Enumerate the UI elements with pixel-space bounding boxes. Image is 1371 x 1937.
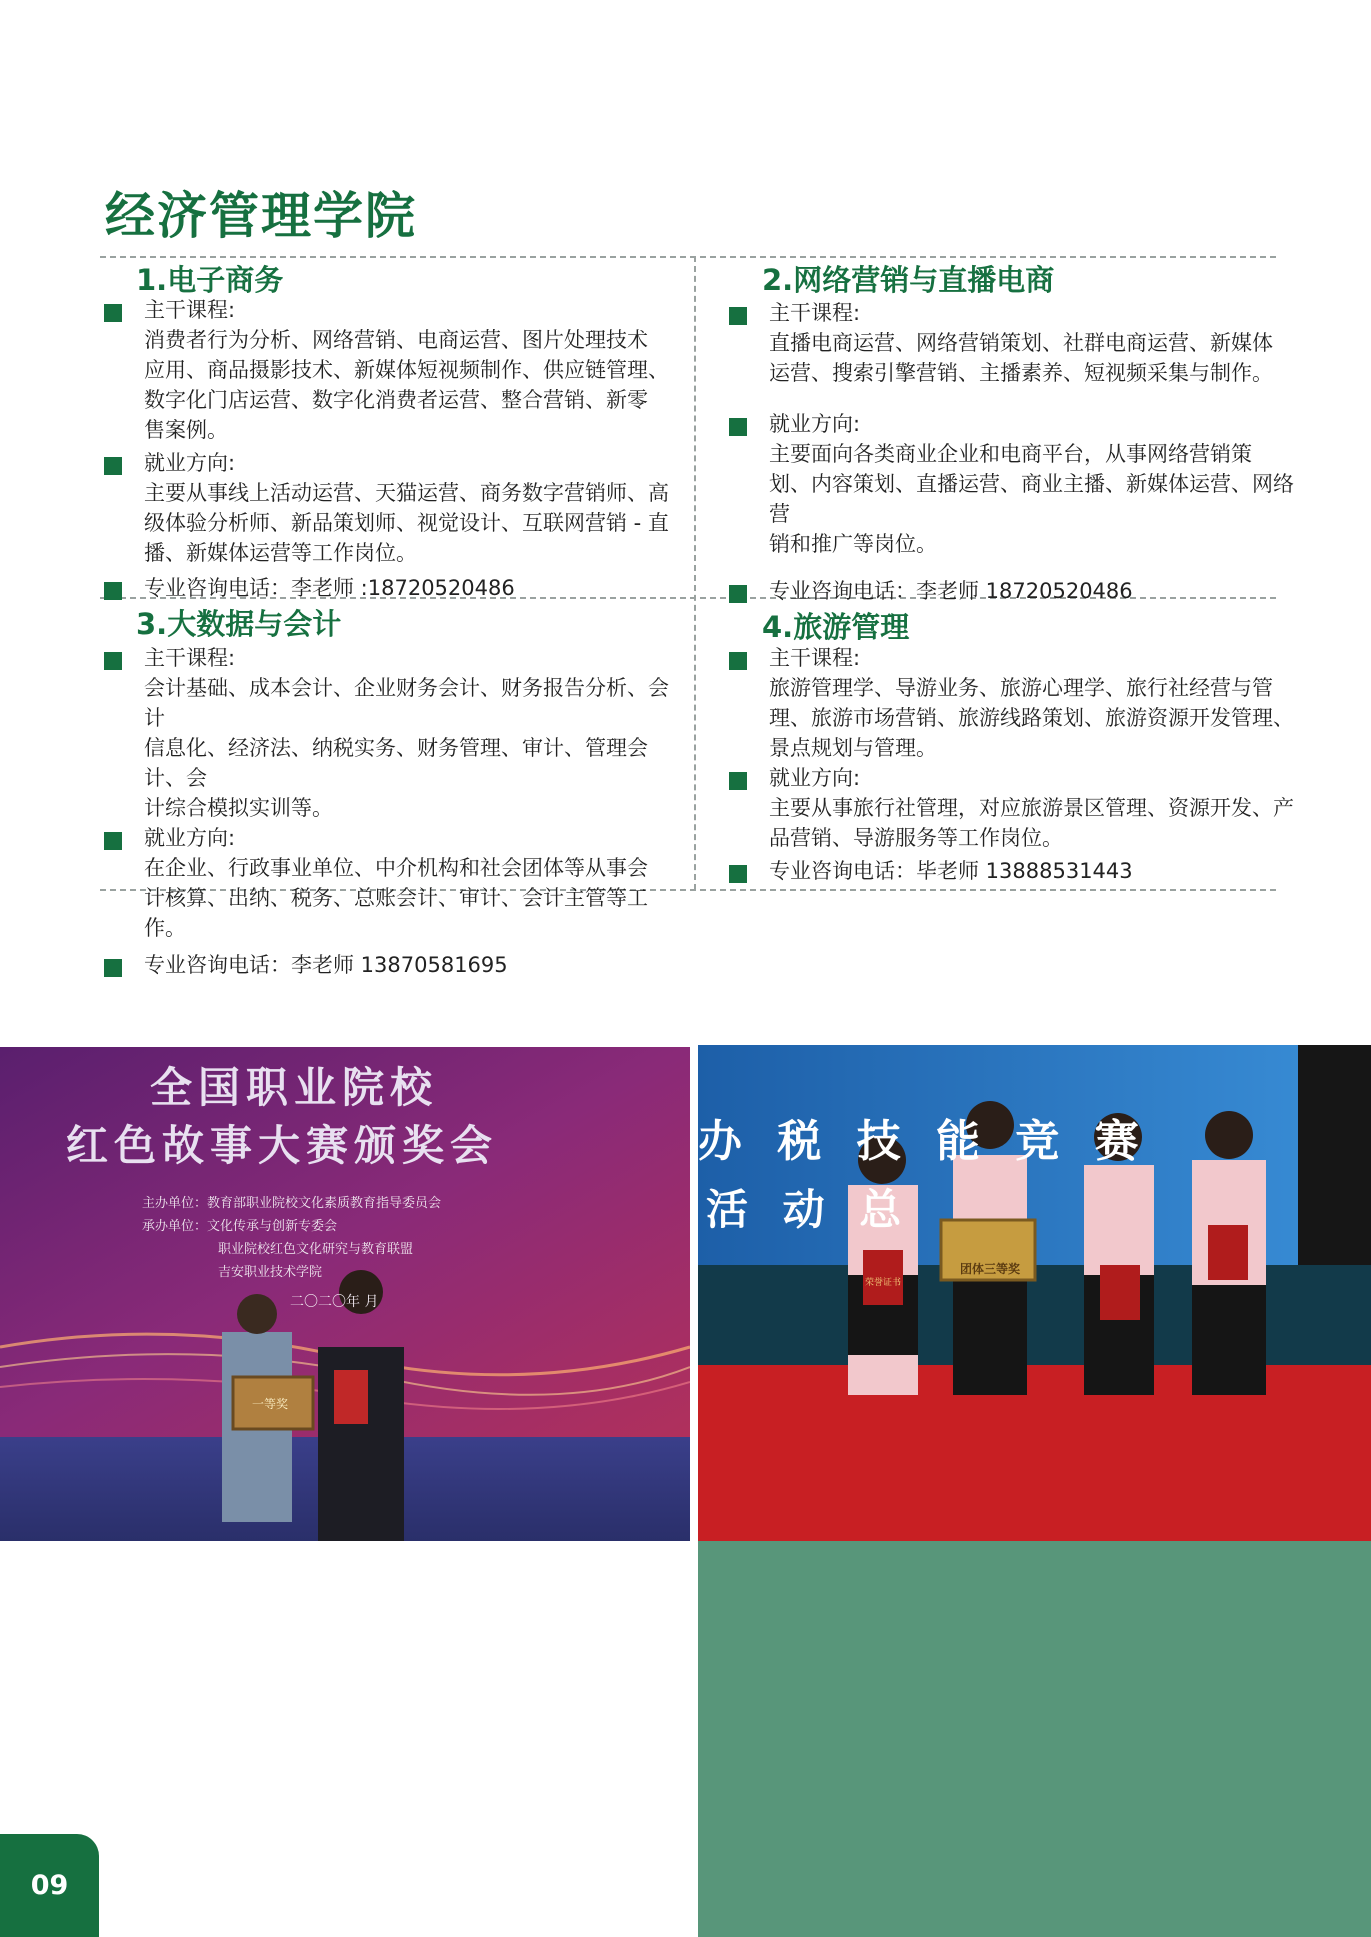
bullet-icon <box>104 832 122 850</box>
bullet-icon <box>729 772 747 790</box>
career-text: 主要从事线上活动运营、天猫运营、商务数字营销师、高 级体验分析师、新品策划师、视觉设计、互联网营销 - 直 播、新媒体运营等工作岗位。 <box>144 481 669 565</box>
bullet-icon <box>729 865 747 883</box>
career-label: 就业方向: <box>144 451 236 475</box>
career-label: 就业方向: <box>769 412 861 436</box>
photo-tax-competition <box>698 1045 1371 1541</box>
career-label: 就业方向: <box>144 826 236 850</box>
banner-host: 承办单位：文化传承与创新专委会 <box>142 1219 338 1234</box>
career-label: 就业方向: <box>769 766 861 790</box>
certificate-text: 荣誉证书 <box>865 1278 902 1288</box>
page-number: 09 <box>0 1834 99 1937</box>
courses-text: 旅游管理学、导游业务、旅游心理学、旅行社经营与管 理、旅游市场营销、旅游线路策划、旅游资源开发管理、 景点规划与管理。 <box>769 676 1294 760</box>
banner-subheadline: 红色故事大赛颁奖会 <box>66 1121 499 1170</box>
contact-text: 专业咨询电话：李老师 18720520486 <box>769 579 1133 603</box>
courses-label: 主干课程: <box>144 298 236 322</box>
photo-award-ceremony <box>0 1047 690 1541</box>
green-panel <box>698 1541 1371 1937</box>
contact-text: 专业咨询电话：李老师 13870581695 <box>144 953 508 977</box>
contact-text: 专业咨询电话：毕老师 13888531443 <box>769 859 1133 883</box>
section-title-live-ecommerce: 2.网络营销与直播电商 <box>762 263 1055 297</box>
bullet-icon <box>729 418 747 436</box>
bullet-icon <box>729 307 747 325</box>
section-tourism <box>769 643 1309 886</box>
banner-summary: 活 动 总 <box>706 1185 912 1234</box>
banner-competition: 办 税 技 能 竞 赛 <box>698 1116 1149 1167</box>
courses-label: 主干课程: <box>769 301 861 325</box>
courses-text: 会计基础、成本会计、企业财务会计、财务报告分析、会计 信息化、经济法、纳税实务、财务管理、审计、管理会计、会 计综合模拟实训等。 <box>144 676 669 820</box>
career-text: 在企业、行政事业单位、中介机构和社会团体等从事会 计核算、出纳、税务、总账会计、审计、会计主管等工作。 <box>144 856 648 940</box>
page-title: 经济管理学院 <box>105 187 417 245</box>
section-title-tourism: 4.旅游管理 <box>762 610 910 644</box>
section-title-ecommerce: 1.电子商务 <box>136 263 284 297</box>
bullet-icon <box>104 959 122 977</box>
section-title-accounting: 3.大数据与会计 <box>136 607 342 641</box>
career-text: 主要面向各类商业企业和电商平台，从事网络营销策 划、内容策划、直播运营、商业主播、新媒体运营、网络营 销和推广等岗位。 <box>769 442 1294 556</box>
banner-host-3: 吉安职业技术学院 <box>218 1265 323 1280</box>
banner-organizer: 主办单位：教育部职业院校文化素质教育指导委员会 <box>142 1196 442 1211</box>
section-live-ecommerce <box>769 298 1309 606</box>
contact-text: 专业咨询电话：李老师 :18720520486 <box>144 576 515 600</box>
courses-label: 主干课程: <box>144 646 236 670</box>
section-accounting <box>144 643 684 980</box>
bullet-icon <box>729 652 747 670</box>
career-text: 主要从事旅行社管理，对应旅游景区管理、资源开发、产 品营销、导游服务等工作岗位。 <box>769 796 1294 850</box>
divider-vertical <box>694 256 696 890</box>
bullet-icon <box>729 585 747 603</box>
bullet-icon <box>104 582 122 600</box>
banner-date: 二〇二〇年 月 <box>290 1294 379 1310</box>
award-plaque-text: 一等奖 <box>252 1397 289 1411</box>
bullet-icon <box>104 457 122 475</box>
courses-text: 消费者行为分析、网络营销、电商运营、图片处理技术 应用、商品摄影技术、新媒体短视频制作、供应链管理、 数字化门店运营、数字化消费者运营、整合营销、新零 售案例。 <box>144 328 669 442</box>
courses-text: 直播电商运营、网络营销策划、社群电商运营、新媒体 运营、搜索引擎营销、主播素养、短视频采集与制作。 <box>769 331 1273 385</box>
section-ecommerce <box>144 295 684 603</box>
banner-headline: 全国职业院校 <box>150 1063 439 1112</box>
bullet-icon <box>104 652 122 670</box>
team-plaque-text: 团体三等奖 <box>960 1262 1021 1276</box>
banner-host-2: 职业院校红色文化研究与教育联盟 <box>218 1242 414 1257</box>
bullet-icon <box>104 304 122 322</box>
courses-label: 主干课程: <box>769 646 861 670</box>
